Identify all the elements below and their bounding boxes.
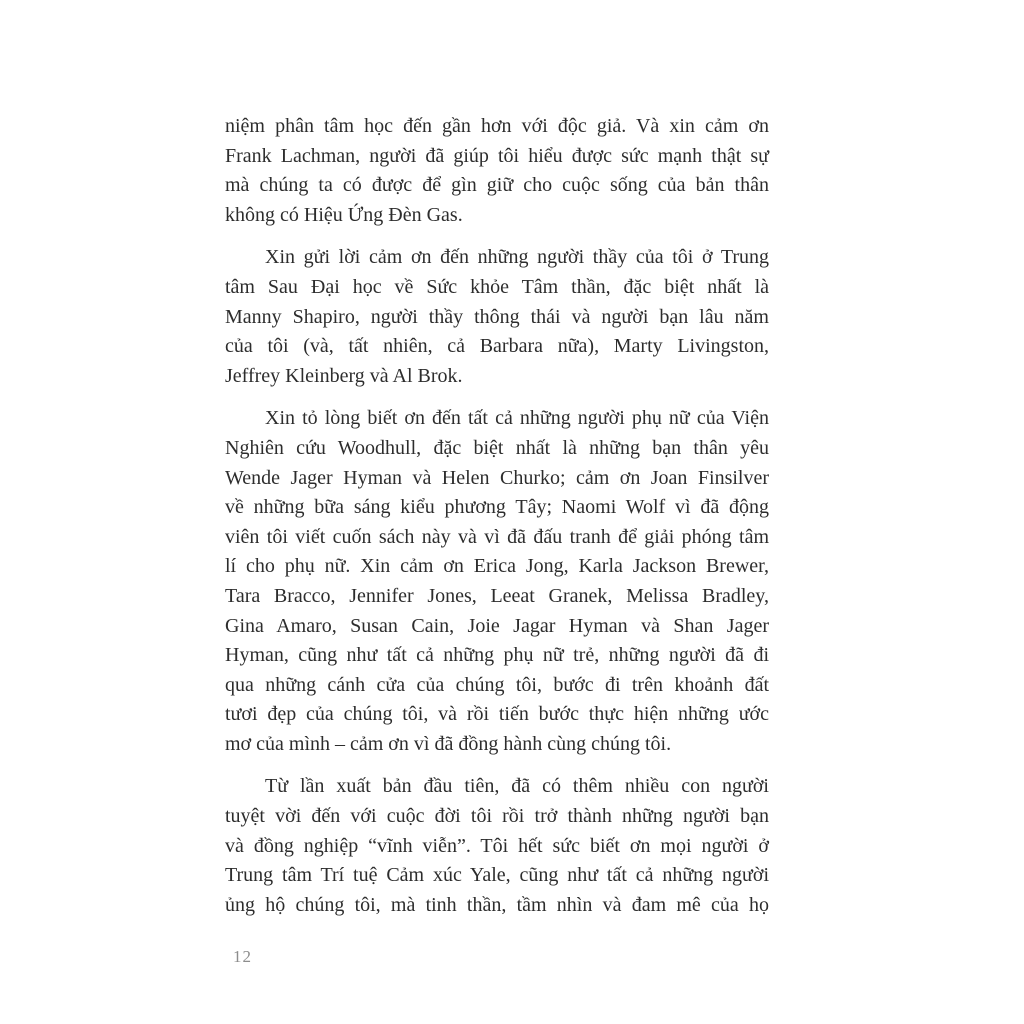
paragraph [225, 772, 769, 920]
text-line: mơ của mình – cảm ơn vì đã đồng hành cùng chúng tôi. [225, 732, 672, 755]
text-line: Xin gửi lời cảm ơn đến những người thầy của tôi ở Trung [265, 246, 769, 269]
text-line: Frank Lachman, người đã giúp tôi hiểu được sức mạnh thật sự [225, 144, 769, 167]
text-line: ủng hộ chúng tôi, mà tinh thần, tầm nhìn và đam mê của họ [225, 893, 769, 916]
text-line: Tara Bracco, Jennifer Jones, Leeat Granek, Melissa Bradley, [225, 584, 769, 607]
text-line: Gina Amaro, Susan Cain, Joie Jagar Hyman và Shan Jager [225, 614, 769, 637]
text-line: tuyệt vời đến với cuộc đời tôi rồi trở thành những người bạn [225, 805, 769, 828]
text-line: Từ lần xuất bản đầu tiên, đã có thêm nhiều con người [265, 775, 769, 798]
text-line: và đồng nghiệp “vĩnh viễn”. Tôi hết sức biết ơn mọi người ở [225, 834, 769, 857]
text-line: Hyman, cũng như tất cả những phụ nữ trẻ, những người đã đi [225, 644, 769, 667]
text-line: Trung tâm Trí tuệ Cảm xúc Yale, cũng như tất cả những người [225, 864, 769, 887]
text-line: Wende Jager Hyman và Helen Churko; cảm ơn Joan Finsilver [225, 466, 769, 489]
text-block [225, 112, 769, 920]
paragraph [225, 112, 769, 230]
text-line: niệm phân tâm học đến gần hơn với độc giả. Và xin cảm ơn [225, 115, 769, 137]
text-line: lí cho phụ nữ. Xin cảm ơn Erica Jong, Karla Jackson Brewer, [225, 555, 769, 578]
text-line: Manny Shapiro, người thầy thông thái và người bạn lâu năm [225, 305, 769, 328]
page-number: 12 [233, 947, 252, 966]
text-line: Jeffrey Kleinberg và Al Brok. [225, 364, 463, 387]
paragraph [225, 404, 769, 759]
text-line: tươi đẹp của chúng tôi, và rồi tiến bước thực hiện những ước [225, 703, 769, 726]
text-line: không có Hiệu Ứng Đèn Gas. [225, 203, 463, 226]
text-line: về những bữa sáng kiểu phương Tây; Naomi Wolf vì đã động [225, 496, 769, 519]
text-line: Xin tỏ lòng biết ơn đến tất cả những người phụ nữ của Viện [265, 407, 769, 430]
text-line: Nghiên cứu Woodhull, đặc biệt nhất là những bạn thân yêu [225, 436, 769, 459]
text-line: mà chúng ta có được để gìn giữ cho cuộc sống của bản thân [225, 174, 769, 197]
text-line: của tôi (và, tất nhiên, cả Barbara nữa), Marty Livingston, [225, 335, 769, 358]
text-line: tâm Sau Đại học về Sức khỏe Tâm thần, đặc biệt nhất là [225, 275, 769, 298]
text-line: viên tôi viết cuốn sách này và vì đã đấu tranh để giải phóng tâm [225, 525, 769, 548]
paragraph [225, 243, 769, 391]
text-line: qua những cánh cửa của chúng tôi, bước đi trên khoảnh đất [225, 673, 769, 696]
